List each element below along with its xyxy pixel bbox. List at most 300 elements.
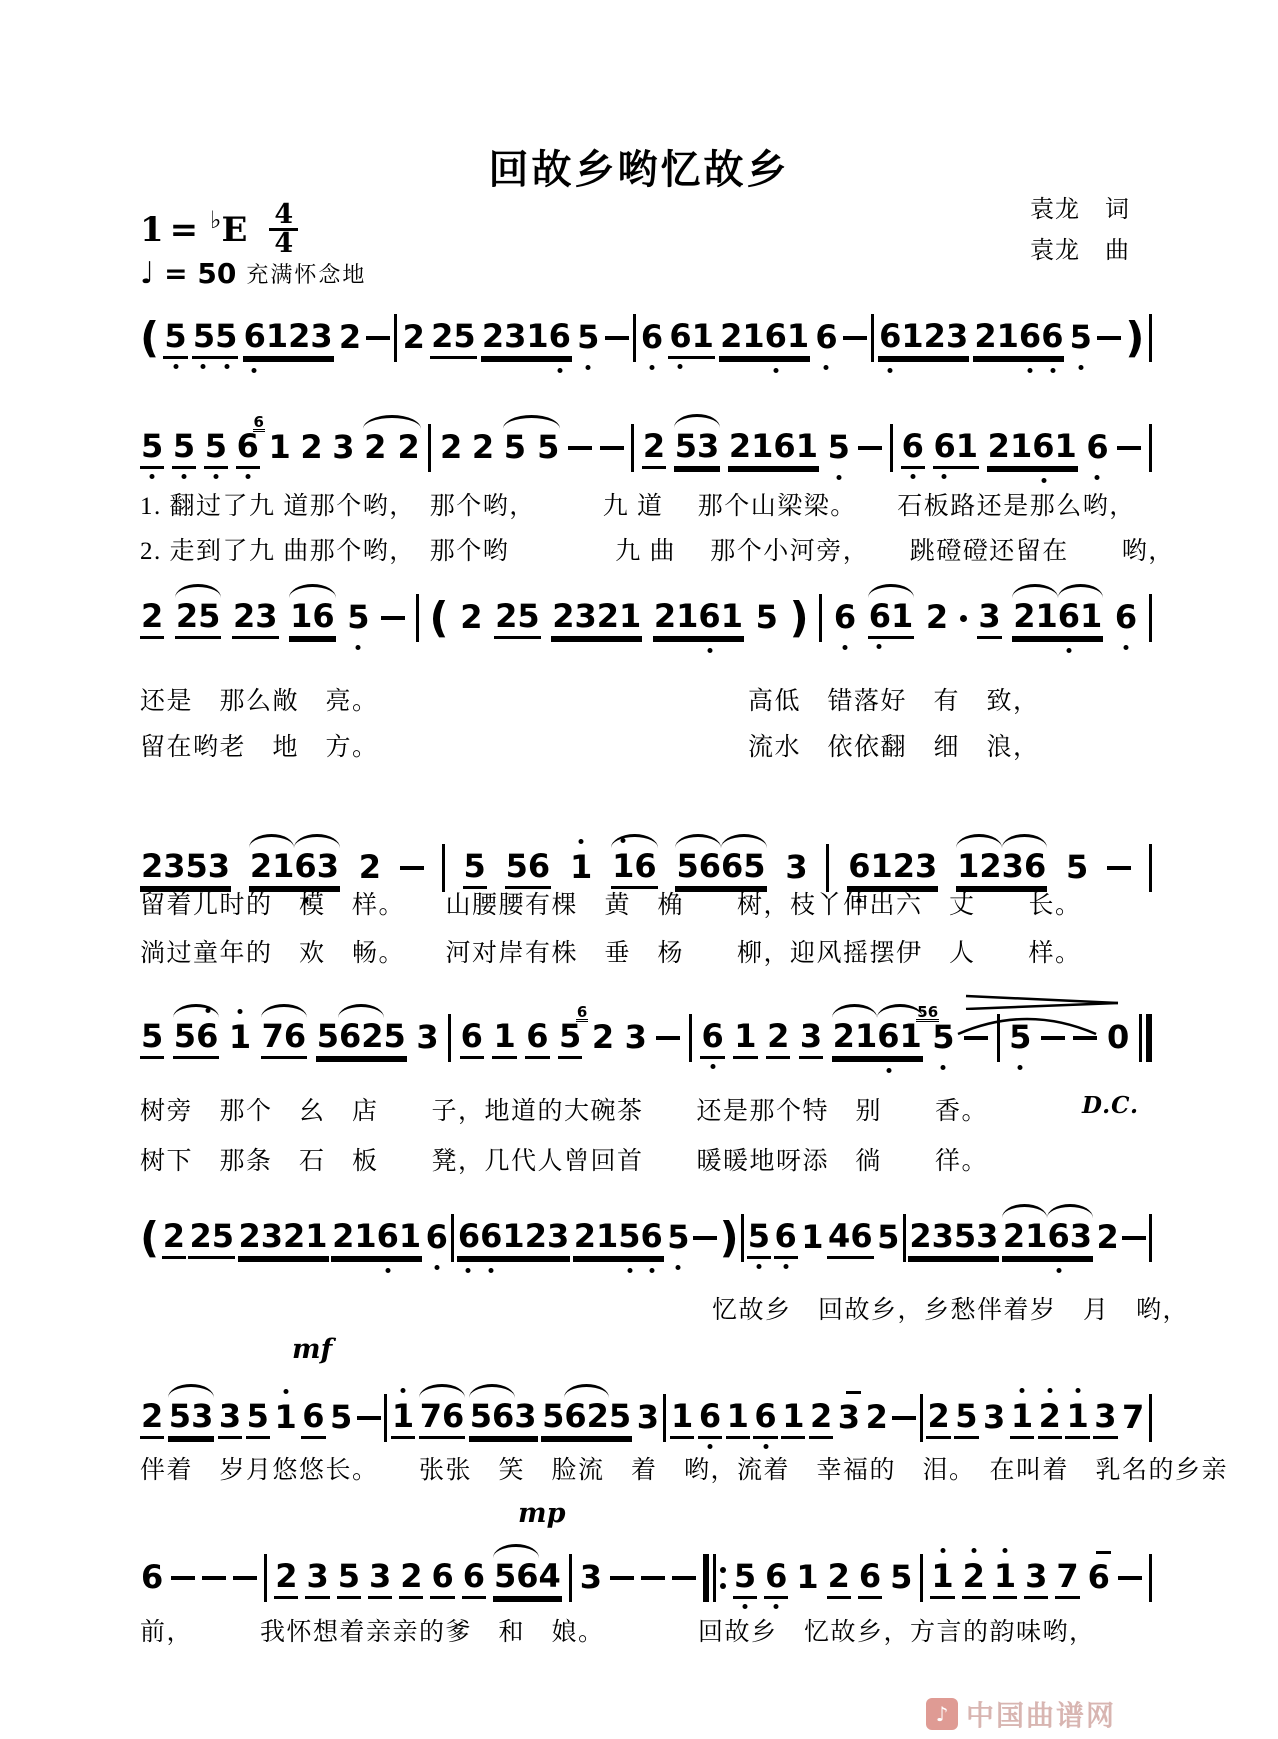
high-octave-dot <box>237 1009 242 1014</box>
note-group: 5 <box>576 319 600 357</box>
note-group: 6 1 2 3 <box>243 318 334 359</box>
note-group: 5 5 <box>503 429 561 467</box>
note-group: 1 <box>801 1218 824 1256</box>
barline <box>689 1014 692 1062</box>
quarter-note-icon: ♩ <box>140 256 155 291</box>
note-group: 6 1 2 3 <box>847 848 938 889</box>
note-group: 2 1 6 1 <box>1012 598 1103 639</box>
lyricist-credit: 袁龙 词 <box>1030 197 1130 223</box>
note-group: 3 <box>785 848 808 886</box>
note-group: 3 <box>624 1018 647 1056</box>
time-denominator: 4 <box>274 228 294 259</box>
barline <box>1149 844 1152 892</box>
note-group: 6 <box>901 428 925 469</box>
barline <box>663 1394 666 1442</box>
barline <box>1149 424 1152 472</box>
slur-arc <box>419 1384 466 1398</box>
lyrics-verse1-row2-left: 还是 那么敞 亮。 <box>140 688 379 715</box>
duration-dash <box>600 446 624 450</box>
low-octave-dot <box>434 1265 439 1270</box>
slur-arc <box>564 1384 610 1398</box>
slur-arc <box>1058 584 1104 598</box>
note-group: 5 6 2 5 <box>316 1018 407 1059</box>
note-group: 2 3 <box>232 598 279 639</box>
note-group: 2 <box>1038 1398 1062 1439</box>
tempo-value: = 50 <box>164 257 237 290</box>
barline <box>871 314 874 362</box>
barline <box>890 424 893 472</box>
note-group: 6 1 <box>253 413 291 466</box>
barline <box>1149 1394 1152 1442</box>
note-group: 1 <box>993 1558 1017 1599</box>
note-group: 2 <box>926 1398 950 1439</box>
duration-dash <box>858 446 882 450</box>
duration-dash <box>672 1576 696 1580</box>
note-group: 5 6 6 5 <box>675 848 766 889</box>
note-group: 5 <box>163 318 187 359</box>
slur-arc <box>721 834 767 848</box>
slur-arc <box>249 834 295 848</box>
note-group: 5 <box>954 1398 978 1439</box>
note-group: 5 <box>558 1018 582 1059</box>
duration-dash <box>400 866 424 870</box>
slur-arc <box>675 834 721 848</box>
note-group: 1 <box>273 1399 297 1437</box>
low-octave-dot <box>356 645 361 650</box>
note-group: 2 <box>338 318 362 356</box>
note-group: 3 <box>305 1558 329 1599</box>
note-group: 5 <box>337 1558 361 1599</box>
music-line-8 <box>140 1552 1152 1604</box>
note-group: 2 5 <box>188 1218 235 1259</box>
note-group: 6 <box>430 1558 454 1599</box>
augmentation-dot <box>960 615 967 622</box>
duration-dash <box>357 1416 381 1420</box>
low-octave-dot <box>1028 368 1033 373</box>
high-octave-dot <box>940 1548 945 1553</box>
low-octave-dot <box>942 474 947 479</box>
low-octave-dot <box>201 364 206 369</box>
low-octave-dot <box>842 645 847 650</box>
note-group: 6 6 1 2 3 <box>457 1218 570 1259</box>
note-group: 6 <box>425 1219 449 1257</box>
low-octave-dot <box>1018 1065 1023 1070</box>
note-group: 3 <box>218 1398 242 1439</box>
low-octave-dot <box>763 1444 768 1449</box>
low-octave-dot <box>385 1268 390 1273</box>
note-group: 2 <box>865 1398 888 1436</box>
barline <box>819 594 822 642</box>
note-group: 6 1 <box>933 428 980 469</box>
note-group: 3 <box>636 1398 659 1436</box>
parenthesis: ( <box>429 593 449 642</box>
tenuto-line <box>1096 1551 1111 1554</box>
high-octave-dot <box>1003 1548 1008 1553</box>
note-group: 5 <box>877 1218 900 1256</box>
note-group: 5 <box>1008 1019 1032 1057</box>
low-octave-dot <box>677 364 682 369</box>
barline <box>631 424 634 472</box>
note-group: 6 <box>764 1558 788 1599</box>
note-group: 1 6 <box>289 598 336 639</box>
note-group: 6 <box>814 319 838 357</box>
note-group: 1 <box>733 1018 757 1059</box>
barline <box>1149 314 1152 362</box>
note-group: 2 3 2 1 <box>551 598 642 639</box>
low-octave-dot <box>251 368 256 373</box>
parenthesis: ) <box>1125 313 1145 362</box>
barline <box>394 314 397 362</box>
lyrics-verse2-row2-left: 留在哟老 地 方。 <box>140 734 379 761</box>
note-group: 5 5 <box>192 318 239 359</box>
lyrics-verse2-row3: 淌过童年的 欢 畅。 河对岸有株 垂 杨 柳，迎风摇摆伊 人 样。 <box>140 940 1082 967</box>
low-octave-dot <box>707 648 712 653</box>
note-group: 1 <box>391 1398 415 1439</box>
low-octave-dot <box>650 365 655 370</box>
slur-arc <box>503 415 561 429</box>
barline <box>451 1214 454 1262</box>
note-group: 6 <box>141 1558 164 1596</box>
key-tonic: E <box>221 209 248 250</box>
composer-credit: 袁龙 曲 <box>1030 238 1130 264</box>
lyrics-verse2-row2-right: 流水 依依翻 细 浪， <box>748 734 1040 761</box>
duration-dash <box>1122 1236 1146 1240</box>
barline <box>448 1014 451 1062</box>
music-line-6 <box>140 1212 1152 1264</box>
slur-arc <box>1002 834 1048 848</box>
low-octave-dot <box>710 1064 715 1069</box>
low-octave-dot <box>773 368 778 373</box>
note-group: 6 <box>858 1558 882 1599</box>
note-group: 3 <box>1093 1398 1117 1439</box>
duration-dash <box>171 1576 195 1580</box>
note-group: 7 <box>1122 1398 1145 1436</box>
barline <box>1149 1554 1152 1602</box>
note-group: 7 <box>1055 1558 1079 1599</box>
watermark <box>926 1694 1116 1734</box>
note-group: 6 <box>1114 599 1138 637</box>
slur-arc <box>493 1544 539 1558</box>
note-group: 1 2 3 6 <box>956 848 1047 889</box>
duration-dash <box>843 336 867 340</box>
duration-dash <box>610 1576 634 1580</box>
note-group: 3 <box>579 1558 602 1596</box>
note-group: 2 1 6 1 <box>832 1018 923 1059</box>
note-group: 2 <box>440 428 463 466</box>
note-group: 2 1 6 1 <box>331 1218 422 1259</box>
key-equals: = <box>169 209 199 250</box>
note-group: 2 <box>827 1558 851 1599</box>
lyrics-verse2-row4: 树下 那条 石 板 凳，几代人曾回首 暖暖地呀添 徜 徉。 <box>140 1148 989 1175</box>
note-group: 0 <box>1106 1018 1130 1056</box>
slur-arc <box>173 1004 220 1018</box>
song-title: 回故乡哟忆故乡 <box>488 147 790 193</box>
note-group: 5 3 <box>674 428 721 469</box>
final-barline <box>1139 1014 1152 1062</box>
duration-dash <box>641 1576 665 1580</box>
high-octave-dot <box>971 1548 976 1553</box>
duration-dash <box>605 336 629 340</box>
barline <box>1149 594 1152 642</box>
note-group: 2 <box>962 1558 986 1599</box>
low-octave-dot <box>743 1604 748 1609</box>
low-octave-dot <box>558 368 563 373</box>
low-octave-dot <box>1056 1268 1061 1273</box>
note-group: 1 <box>670 1398 694 1439</box>
note-group: 2 <box>471 428 495 466</box>
lyrics-chorus-row2: 伴着 岁月悠悠长。 张张 笑 脸流 着 哟，流着 幸福的 泪。 在叫着 乳名的乡亲 <box>140 1457 1229 1484</box>
music-line-7 <box>140 1392 1152 1444</box>
dynamic-mp: mp <box>518 1498 566 1529</box>
note-group: 6 <box>301 1398 325 1439</box>
slur-arc <box>338 1004 384 1018</box>
note-group: 5 <box>827 429 851 467</box>
note-group: 5 <box>204 428 228 469</box>
note-group: 5 <box>246 1398 270 1439</box>
tenuto-line <box>846 1391 861 1394</box>
high-octave-dot <box>1047 1388 1052 1393</box>
duration-dash <box>381 616 405 620</box>
note-group: 5 6 2 5 <box>541 1398 632 1439</box>
barline <box>920 1554 923 1602</box>
tempo-expression: 充满怀念地 <box>246 262 367 287</box>
time-numerator: 4 <box>269 202 298 231</box>
phrase-tie <box>952 1010 1102 1041</box>
low-octave-dot <box>824 365 829 370</box>
note-group: 2 <box>402 318 425 356</box>
barline <box>1149 1214 1152 1262</box>
note-group: 1 <box>781 1398 805 1439</box>
note-group: 5 <box>755 598 778 636</box>
note-group: 6 <box>236 428 260 469</box>
low-octave-dot <box>910 474 915 479</box>
note-group: 1 <box>930 1558 954 1599</box>
note-group: 5 <box>1069 319 1093 357</box>
duration-dash <box>892 1416 916 1420</box>
slur-arc <box>175 584 222 598</box>
note-group: 1 <box>796 1558 819 1596</box>
note-group: 6 1 <box>668 318 715 359</box>
note-group: 6 2 <box>576 1003 615 1056</box>
note-group: 5 6 <box>505 848 552 889</box>
slur-arc <box>611 834 658 848</box>
note-group: 5 <box>666 1219 690 1257</box>
low-octave-dot <box>886 1068 891 1073</box>
note-group: 6 <box>1087 1559 1111 1597</box>
dynamic-mf: mf <box>292 1334 333 1365</box>
watermark-music-icon: ♪ <box>926 1698 958 1730</box>
high-octave-dot <box>1075 1388 1080 1393</box>
low-octave-dot <box>707 1444 712 1449</box>
low-octave-dot <box>774 1604 779 1609</box>
note-group: 3 <box>799 1018 823 1059</box>
high-octave-dot <box>579 839 584 844</box>
note-group: 2 <box>300 428 323 466</box>
slur-arc <box>168 1384 215 1398</box>
note-group: 7 6 <box>261 1018 308 1059</box>
note-group: 5 <box>330 1398 353 1436</box>
note-group: 6 <box>700 1018 724 1059</box>
low-octave-dot <box>941 1065 946 1070</box>
note-group: 2 1 6 3 <box>249 848 340 889</box>
duration-dash <box>366 336 390 340</box>
slur-arc <box>868 584 915 598</box>
note-group: 1 <box>228 1019 252 1057</box>
lyrics-verse1-row1: 1. 翻过了九 道那个哟， 那个哟， 九 道 那个山梁梁。 石板路还是那么哟， <box>140 493 1136 520</box>
key-do: 1 <box>140 209 164 250</box>
note-group: 5 <box>747 1218 771 1259</box>
tempo-marking <box>140 256 366 291</box>
lyrics-chorus-row3: 前， 我怀想着亲亲的爹 和 娘。 回故乡 忆故乡，方言的韵味哟， <box>140 1619 1096 1646</box>
low-octave-dot <box>466 1268 471 1273</box>
note-group: 2 <box>1096 1218 1119 1256</box>
low-octave-dot <box>887 368 892 373</box>
note-group: 6 <box>525 1018 549 1059</box>
duration-dash <box>202 1576 226 1580</box>
low-octave-dot <box>213 474 218 479</box>
low-octave-dot <box>150 474 155 479</box>
note-group: 2 3 5 3 <box>908 1218 999 1259</box>
note-group: 2 <box>460 598 483 636</box>
low-octave-dot <box>586 365 591 370</box>
note-group: 6 <box>462 1558 486 1599</box>
slur-arc <box>294 834 340 848</box>
barline <box>903 1214 906 1262</box>
duration-dash <box>1117 446 1141 450</box>
note-group: 5 3 <box>168 1398 215 1439</box>
duration-dash <box>693 1236 717 1240</box>
duration-dash <box>1118 1576 1142 1580</box>
lyrics-verse2-row1: 2. 走到了九 曲那个哟， 那个哟 九 曲 那个小河旁， 跳磴磴还留在 哟， <box>140 538 1175 565</box>
note-group: 2 3 5 3 <box>140 848 231 889</box>
barline <box>264 1554 267 1602</box>
note-group: 6 <box>460 1018 484 1059</box>
barline <box>920 1394 923 1442</box>
note-group: 3 <box>416 1018 439 1056</box>
barline <box>428 424 431 472</box>
note-group: 1 <box>569 849 593 887</box>
barline <box>384 1394 387 1442</box>
note-group: 2 1 6 1 <box>728 428 819 469</box>
duration-dash <box>568 446 592 450</box>
low-octave-dot <box>756 1264 761 1269</box>
note-group: 2 <box>274 1558 298 1599</box>
note-group: 2 5 <box>430 318 477 359</box>
credits <box>1030 190 1130 272</box>
slur-arc <box>956 834 1002 848</box>
low-octave-dot <box>783 1264 788 1269</box>
slur-arc <box>261 1004 308 1018</box>
grace-note: 6 <box>253 413 264 431</box>
note-group: 2 1 6 1 <box>719 318 810 359</box>
repeat-start-barline <box>703 1554 726 1602</box>
note-group: 5 <box>140 1018 164 1059</box>
note-group: 1 <box>492 1018 516 1059</box>
note-group: 6 <box>833 599 857 637</box>
duration-dash <box>1107 866 1131 870</box>
note-group: 5 <box>733 1558 757 1599</box>
note-group: 2 <box>399 1558 423 1599</box>
note-group: 6 <box>640 319 664 357</box>
note-group: 2 <box>162 1218 186 1259</box>
note-group: 2 3 1 6 <box>481 318 572 359</box>
note-group: 1 6 <box>611 848 658 889</box>
slur-arc <box>289 584 336 598</box>
barline <box>741 1214 744 1262</box>
note-group: 2 <box>925 598 949 636</box>
barline <box>416 594 419 642</box>
note-group: 6 <box>753 1398 777 1439</box>
note-group: 5 <box>1066 848 1089 886</box>
flat-icon: ♭ <box>210 205 222 234</box>
note-group: 5 6 4 <box>493 1558 562 1599</box>
music-line-2 <box>140 413 1152 474</box>
note-group: 4 6 <box>827 1218 874 1259</box>
lyrics-verse1-row2-right: 高低 错落好 有 致， <box>748 688 1040 715</box>
slur-arc <box>469 1384 515 1398</box>
low-octave-dot <box>1067 648 1072 653</box>
dc-mark: D.C. <box>1082 1092 1140 1119</box>
note-group: 2 1 6 1 <box>653 598 744 639</box>
low-octave-dot <box>488 1268 493 1273</box>
parenthesis: ) <box>789 593 809 642</box>
slur-arc <box>832 1004 878 1018</box>
note-group: 1 <box>1010 1398 1034 1439</box>
lyrics-verse1-row3: 留着儿时的 模 样。 山腰腰有棵 黄 桷 树，枝丫伸出六 丈 长。 <box>140 892 1082 919</box>
note-group: 6 1 <box>868 598 915 639</box>
low-octave-dot <box>877 644 882 649</box>
note-group: 2 <box>140 598 164 639</box>
parenthesis: ( <box>140 1213 160 1262</box>
note-group: 3 <box>837 1399 861 1437</box>
parenthesis: ( <box>140 313 160 362</box>
high-octave-dot <box>1019 1388 1024 1393</box>
note-group: 2 3 2 1 <box>238 1218 329 1259</box>
low-octave-dot <box>245 474 250 479</box>
note-group: 5 <box>140 428 164 469</box>
note-group: 1 <box>726 1398 750 1439</box>
low-octave-dot <box>173 364 178 369</box>
note-group: 2 1 6 3 <box>1002 1218 1093 1259</box>
low-octave-dot <box>224 364 229 369</box>
note-group: 56 5 <box>931 1019 955 1057</box>
note-group: 5 <box>346 599 370 637</box>
low-octave-dot <box>1051 368 1056 373</box>
note-group: 6 <box>698 1398 722 1439</box>
low-octave-dot <box>1124 645 1129 650</box>
note-group: 5 <box>463 848 487 889</box>
lyrics-verse1-row4: 树旁 那个 幺 店 子，地道的大碗茶 还是那个特 别 香。 <box>140 1098 989 1125</box>
high-octave-dot <box>401 1388 406 1393</box>
barline <box>569 1554 572 1602</box>
note-group: 5 <box>890 1558 913 1596</box>
low-octave-dot <box>1078 365 1083 370</box>
duration-dash <box>1097 336 1121 340</box>
note-group: 2 <box>140 1398 164 1439</box>
low-octave-dot <box>836 475 841 480</box>
slur-arc <box>1002 1204 1048 1218</box>
watermark-text: 中国曲谱网 <box>966 1699 1117 1732</box>
note-group: 2 1 6 1 <box>987 428 1078 469</box>
note-group: 1 <box>1065 1398 1089 1439</box>
note-group: 6 <box>1085 429 1109 467</box>
note-group: 3 <box>983 1398 1006 1436</box>
note-group: 2 <box>358 848 382 886</box>
low-octave-dot <box>1041 478 1046 483</box>
music-line-3 <box>140 592 1152 644</box>
note-group: 5 6 <box>173 1018 220 1059</box>
note-group: 2 <box>809 1398 833 1439</box>
